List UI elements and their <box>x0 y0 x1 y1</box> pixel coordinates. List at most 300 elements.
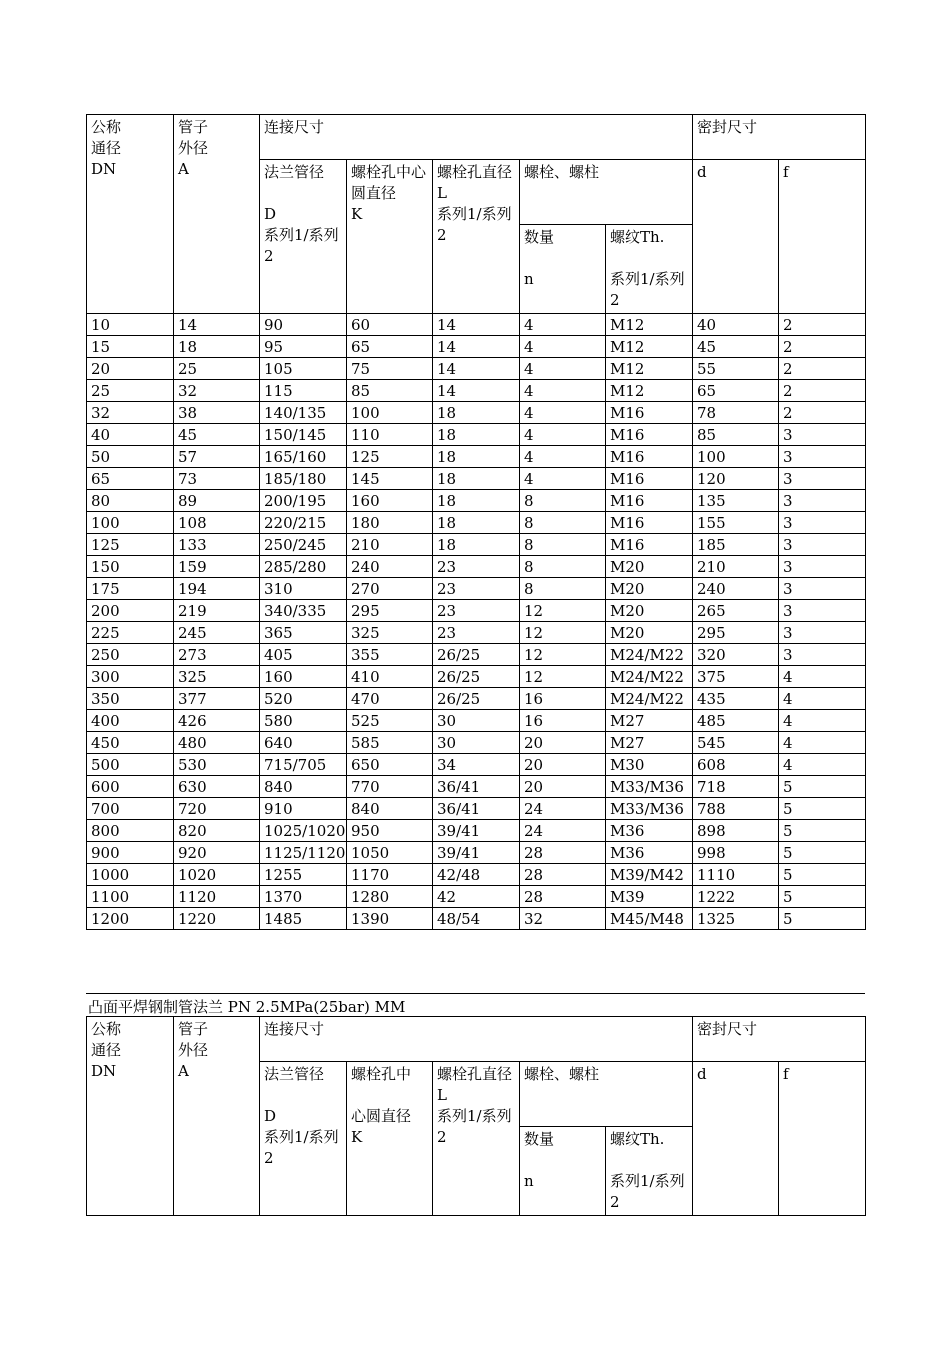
table-cell: M45/M48 <box>606 908 693 930</box>
table-cell: 20 <box>87 358 174 380</box>
table-cell: 910 <box>260 798 347 820</box>
table-cell: M20 <box>606 556 693 578</box>
header-flange <box>260 160 347 314</box>
table-row <box>87 600 866 622</box>
table-cell: 4 <box>520 468 606 490</box>
table-cell: 42/48 <box>433 864 520 886</box>
table-cell: 4 <box>520 314 606 336</box>
table-cell: 30 <box>433 710 520 732</box>
table-cell: 898 <box>693 820 779 842</box>
table-cell: M16 <box>606 512 693 534</box>
table-cell: 3 <box>779 644 866 666</box>
header-qty <box>520 225 606 314</box>
table-cell: 75 <box>347 358 433 380</box>
table-cell: 1120 <box>174 886 260 908</box>
header-bolt-circle-label-1: 螺栓孔中 <box>351 1065 412 1083</box>
table-cell: 325 <box>174 666 260 688</box>
table-cell: 133 <box>174 534 260 556</box>
table-cell: 5 <box>779 798 866 820</box>
table-cell: M30 <box>606 754 693 776</box>
header-seal: 密封尺寸 <box>693 1017 866 1062</box>
header-thread <box>606 225 693 314</box>
table-cell: 3 <box>779 600 866 622</box>
table-cell: 400 <box>87 710 174 732</box>
table-cell: 32 <box>87 402 174 424</box>
table-cell: M16 <box>606 424 693 446</box>
table-cell: 520 <box>260 688 347 710</box>
table-cell: 920 <box>174 842 260 864</box>
table-row <box>87 732 866 754</box>
table-cell: M36 <box>606 820 693 842</box>
table-cell: 840 <box>260 776 347 798</box>
table-cell: 12 <box>520 644 606 666</box>
table-cell: 2 <box>779 358 866 380</box>
flange-dimensions-table-pn25 <box>86 1016 866 1216</box>
table-cell: 8 <box>520 556 606 578</box>
table-cell: 160 <box>260 666 347 688</box>
table-cell: 18 <box>433 402 520 424</box>
header-dn-label-3: DN <box>91 1062 117 1080</box>
table-cell: 900 <box>87 842 174 864</box>
table-cell: 325 <box>347 622 433 644</box>
table-cell: 1485 <box>260 908 347 930</box>
table-cell: M39/M42 <box>606 864 693 886</box>
table-cell: 2 <box>779 380 866 402</box>
table-cell: 5 <box>779 908 866 930</box>
table-cell: 57 <box>174 446 260 468</box>
table-cell: 480 <box>174 732 260 754</box>
table-cell: 1100 <box>87 886 174 908</box>
table-cell: M24/M22 <box>606 644 693 666</box>
header-qty-symbol: n <box>524 270 534 288</box>
table-cell: 36/41 <box>433 798 520 820</box>
table-cell: 65 <box>693 380 779 402</box>
section-divider <box>86 993 865 994</box>
table-cell: 5 <box>779 842 866 864</box>
header-dn <box>87 1017 174 1216</box>
table-cell: 155 <box>693 512 779 534</box>
table-cell: M20 <box>606 600 693 622</box>
header-qty-label: 数量 <box>524 228 555 246</box>
table-cell: 28 <box>520 864 606 886</box>
table-cell: 600 <box>87 776 174 798</box>
table-cell: 365 <box>260 622 347 644</box>
table-cell: 194 <box>174 578 260 600</box>
table-cell: 3 <box>779 534 866 556</box>
table-row <box>87 336 866 358</box>
table-cell: 273 <box>174 644 260 666</box>
table-cell: 210 <box>693 556 779 578</box>
table-cell: 2 <box>779 314 866 336</box>
table-cell: 1050 <box>347 842 433 864</box>
table-cell: 5 <box>779 886 866 908</box>
table-row <box>87 776 866 798</box>
table-cell: M24/M22 <box>606 688 693 710</box>
table-cell: 525 <box>347 710 433 732</box>
table-cell: 14 <box>433 380 520 402</box>
table-cell: 14 <box>433 336 520 358</box>
flange-dimensions-table <box>86 114 866 930</box>
table-cell: 23 <box>433 622 520 644</box>
table-cell: 32 <box>174 380 260 402</box>
table-cell: 80 <box>87 490 174 512</box>
table-cell: 25 <box>174 358 260 380</box>
table-cell: 4 <box>520 336 606 358</box>
table-cell: 200/195 <box>260 490 347 512</box>
table-cell: M24/M22 <box>606 666 693 688</box>
table-cell: 998 <box>693 842 779 864</box>
table-cell: 20 <box>520 732 606 754</box>
table-cell: 110 <box>347 424 433 446</box>
table-cell: 40 <box>693 314 779 336</box>
table-cell: 18 <box>433 446 520 468</box>
header-dn-label-3: DN <box>91 160 117 178</box>
table-cell: 16 <box>520 710 606 732</box>
header-pipe-label-1: 管子 <box>178 1020 209 1038</box>
table-cell: 1020 <box>174 864 260 886</box>
table-cell: 250 <box>87 644 174 666</box>
table-cell: M16 <box>606 468 693 490</box>
table-cell: 18 <box>433 490 520 512</box>
table-cell: 4 <box>520 358 606 380</box>
table-cell: 300 <box>87 666 174 688</box>
table-cell: M39 <box>606 886 693 908</box>
table-cell: 840 <box>347 798 433 820</box>
table-cell: 20 <box>520 754 606 776</box>
table-cell: M20 <box>606 622 693 644</box>
table-cell: 219 <box>174 600 260 622</box>
table-cell: 210 <box>347 534 433 556</box>
table-cell: 20 <box>520 776 606 798</box>
table-cell: 715/705 <box>260 754 347 776</box>
table-cell: 18 <box>433 512 520 534</box>
table-cell: 14 <box>433 358 520 380</box>
header-hole-series: 系列1/系列2 <box>437 1107 512 1146</box>
table-cell: 375 <box>693 666 779 688</box>
table-cell: 10 <box>87 314 174 336</box>
table-cell: 720 <box>174 798 260 820</box>
table-cell: M33/M36 <box>606 798 693 820</box>
table-cell: 295 <box>693 622 779 644</box>
table-cell: 240 <box>347 556 433 578</box>
table-cell: 8 <box>520 534 606 556</box>
table-cell: 718 <box>693 776 779 798</box>
table-cell: 45 <box>693 336 779 358</box>
table-cell: 630 <box>174 776 260 798</box>
header-dn <box>87 115 174 314</box>
header-pipe-label-2: 外径 <box>178 1041 209 1059</box>
table-cell: 1200 <box>87 908 174 930</box>
table-cell: 115 <box>260 380 347 402</box>
header-connection: 连接尺寸 <box>260 1017 693 1062</box>
header-flange-label: 法兰管径 <box>264 163 325 181</box>
table-cell: 500 <box>87 754 174 776</box>
table-cell: 24 <box>520 798 606 820</box>
header-bolt-circle-symbol: K <box>351 1128 363 1146</box>
table-cell: 240 <box>693 578 779 600</box>
table-cell: 65 <box>87 468 174 490</box>
table-cell: 640 <box>260 732 347 754</box>
header-pipe-label-2: 外径 <box>178 139 209 157</box>
table-cell: 650 <box>347 754 433 776</box>
table-cell: 108 <box>174 512 260 534</box>
header-flange-symbol: D <box>264 205 277 223</box>
table-cell: 135 <box>693 490 779 512</box>
table-cell: 185 <box>693 534 779 556</box>
table-cell: 2 <box>779 402 866 424</box>
header-pipe <box>174 115 260 314</box>
table-row <box>87 314 866 336</box>
table-cell: 12 <box>520 666 606 688</box>
table-cell: 15 <box>87 336 174 358</box>
table-cell: M16 <box>606 402 693 424</box>
table-cell: 245 <box>174 622 260 644</box>
table-cell: 55 <box>693 358 779 380</box>
header-bolt-circle-label-2: 心圆直径 <box>351 1107 412 1125</box>
table-cell: 3 <box>779 578 866 600</box>
table-cell: 160 <box>347 490 433 512</box>
header-thread-series: 系列1/系列2 <box>610 1172 685 1211</box>
table-cell: 3 <box>779 556 866 578</box>
table-row <box>87 820 866 842</box>
table-cell: 265 <box>693 600 779 622</box>
table-cell: 23 <box>433 578 520 600</box>
table-cell: 26/25 <box>433 666 520 688</box>
table-cell: 4 <box>520 380 606 402</box>
table-cell: 18 <box>433 534 520 556</box>
table-cell: 1000 <box>87 864 174 886</box>
table-cell: 470 <box>347 688 433 710</box>
header-dn-label-1: 公称 <box>91 1020 122 1038</box>
flange-table-body <box>87 314 866 930</box>
table-cell: 3 <box>779 490 866 512</box>
header-seal: 密封尺寸 <box>693 115 866 160</box>
table-cell: 285/280 <box>260 556 347 578</box>
table-cell: 90 <box>260 314 347 336</box>
header-thread-label: 螺纹Th. <box>610 1130 665 1148</box>
table-cell: 3 <box>779 424 866 446</box>
table-cell: 3 <box>779 468 866 490</box>
table-cell: M16 <box>606 534 693 556</box>
table-cell: 50 <box>87 446 174 468</box>
table-cell: 608 <box>693 754 779 776</box>
table-row <box>87 886 866 908</box>
table-cell: 73 <box>174 468 260 490</box>
table-cell: 410 <box>347 666 433 688</box>
table-cell: 295 <box>347 600 433 622</box>
table-cell: 24 <box>520 820 606 842</box>
table-cell: 145 <box>347 468 433 490</box>
table-cell: 1255 <box>260 864 347 886</box>
table-cell: 23 <box>433 600 520 622</box>
table-cell: 185/180 <box>260 468 347 490</box>
table-cell: 320 <box>693 644 779 666</box>
table-row <box>87 468 866 490</box>
table-cell: 426 <box>174 710 260 732</box>
table-cell: 4 <box>779 666 866 688</box>
table-cell: 5 <box>779 820 866 842</box>
header-d: d <box>693 160 779 314</box>
table-cell: 820 <box>174 820 260 842</box>
table-cell: 1110 <box>693 864 779 886</box>
table-cell: 435 <box>693 688 779 710</box>
table-row <box>87 666 866 688</box>
table-cell: 4 <box>520 424 606 446</box>
table-row <box>87 358 866 380</box>
table-cell: 30 <box>433 732 520 754</box>
table-row <box>87 512 866 534</box>
table-cell: 18 <box>174 336 260 358</box>
table-cell: 485 <box>693 710 779 732</box>
table-cell: 1170 <box>347 864 433 886</box>
table-cell: 1280 <box>347 886 433 908</box>
header-pipe-label-3: A <box>178 160 189 178</box>
table-cell: 25 <box>87 380 174 402</box>
table-cell: 14 <box>174 314 260 336</box>
table-cell: 545 <box>693 732 779 754</box>
table-cell: 8 <box>520 578 606 600</box>
header-qty-label: 数量 <box>524 1130 555 1148</box>
header-hole-label: 螺栓孔直径 <box>437 163 513 181</box>
table-cell: 377 <box>174 688 260 710</box>
table-cell: 39/41 <box>433 842 520 864</box>
table-cell: 1370 <box>260 886 347 908</box>
header-bolts: 螺栓、螺柱 <box>520 1062 693 1127</box>
table-cell: 1222 <box>693 886 779 908</box>
header-bolt-circle <box>347 1062 433 1216</box>
header-bolt-circle-label: 螺栓孔中心圆直径 <box>351 163 427 202</box>
header-bolts: 螺栓、螺柱 <box>520 160 693 225</box>
header-row-1 <box>87 1017 866 1062</box>
table-cell: M12 <box>606 380 693 402</box>
table-cell: 150/145 <box>260 424 347 446</box>
table-cell: 28 <box>520 842 606 864</box>
table-cell: 100 <box>87 512 174 534</box>
table-cell: 4 <box>779 754 866 776</box>
table-cell: 8 <box>520 490 606 512</box>
table-cell: 60 <box>347 314 433 336</box>
table-cell: 18 <box>433 468 520 490</box>
table-row <box>87 798 866 820</box>
table-cell: 39/41 <box>433 820 520 842</box>
table-row <box>87 688 866 710</box>
header-flange-series: 系列1/系列2 <box>264 226 339 265</box>
header-thread-label: 螺纹Th. <box>610 228 665 246</box>
table-row <box>87 710 866 732</box>
table-cell: 310 <box>260 578 347 600</box>
table-cell: 36/41 <box>433 776 520 798</box>
header-qty <box>520 1127 606 1216</box>
table-cell: 175 <box>87 578 174 600</box>
table-cell: 788 <box>693 798 779 820</box>
table-cell: 950 <box>347 820 433 842</box>
table-cell: 585 <box>347 732 433 754</box>
table-row <box>87 534 866 556</box>
table-cell: 8 <box>520 512 606 534</box>
header-bolt-circle <box>347 160 433 314</box>
header-row-1 <box>87 115 866 160</box>
table-cell: M12 <box>606 336 693 358</box>
table-cell: 42 <box>433 886 520 908</box>
header-flange-label: 法兰管径 <box>264 1065 325 1083</box>
table-cell: 16 <box>520 688 606 710</box>
table-cell: M16 <box>606 446 693 468</box>
table-row <box>87 446 866 468</box>
table-cell: 5 <box>779 864 866 886</box>
table-cell: 125 <box>347 446 433 468</box>
table-cell: 159 <box>174 556 260 578</box>
table-row <box>87 864 866 886</box>
table-cell: 450 <box>87 732 174 754</box>
table-cell: 270 <box>347 578 433 600</box>
table-cell: 95 <box>260 336 347 358</box>
table-cell: 220/215 <box>260 512 347 534</box>
table-cell: 530 <box>174 754 260 776</box>
table-cell: 250/245 <box>260 534 347 556</box>
section-caption: 凸面平焊钢制管法兰 PN 2.5MPa(25bar) MM <box>88 998 406 1016</box>
table-row <box>87 402 866 424</box>
table-cell: 14 <box>433 314 520 336</box>
table-cell: 4 <box>520 446 606 468</box>
table-cell: M36 <box>606 842 693 864</box>
table-row <box>87 556 866 578</box>
header-pipe-label-3: A <box>178 1062 189 1080</box>
header-f: f <box>779 160 866 314</box>
table-cell: 120 <box>693 468 779 490</box>
table-cell: 85 <box>693 424 779 446</box>
header-flange-symbol: D <box>264 1107 277 1125</box>
table-cell: 340/335 <box>260 600 347 622</box>
header-bolt-circle-symbol: K <box>351 205 363 223</box>
header-d: d <box>693 1062 779 1216</box>
table-cell: 100 <box>347 402 433 424</box>
table-cell: 78 <box>693 402 779 424</box>
table-row <box>87 754 866 776</box>
table-cell: 100 <box>693 446 779 468</box>
table-row <box>87 490 866 512</box>
header-hole <box>433 1062 520 1216</box>
header-pipe <box>174 1017 260 1216</box>
table-cell: M12 <box>606 314 693 336</box>
table-row <box>87 644 866 666</box>
header-f: f <box>779 1062 866 1216</box>
table-cell: 355 <box>347 644 433 666</box>
table-cell: 32 <box>520 908 606 930</box>
header-dn-label-1: 公称 <box>91 118 122 136</box>
table-cell: 26/25 <box>433 688 520 710</box>
table-cell: 4 <box>779 688 866 710</box>
table-cell: 34 <box>433 754 520 776</box>
table-cell: 1325 <box>693 908 779 930</box>
table-cell: M12 <box>606 358 693 380</box>
header-flange-series: 系列1/系列2 <box>264 1128 339 1167</box>
table-cell: 5 <box>779 776 866 798</box>
header-hole-symbol: L <box>437 184 447 202</box>
table-cell: 85 <box>347 380 433 402</box>
table-cell: 26/25 <box>433 644 520 666</box>
header-connection: 连接尺寸 <box>260 115 693 160</box>
header-hole-label: 螺栓孔直径 <box>437 1065 513 1083</box>
table-cell: 800 <box>87 820 174 842</box>
table-cell: 165/160 <box>260 446 347 468</box>
table-cell: 38 <box>174 402 260 424</box>
table-cell: 4 <box>779 732 866 754</box>
table-cell: 1125/1120 <box>260 842 347 864</box>
table-cell: 40 <box>87 424 174 446</box>
header-thread <box>606 1127 693 1216</box>
table-cell: 12 <box>520 600 606 622</box>
table-cell: 125 <box>87 534 174 556</box>
